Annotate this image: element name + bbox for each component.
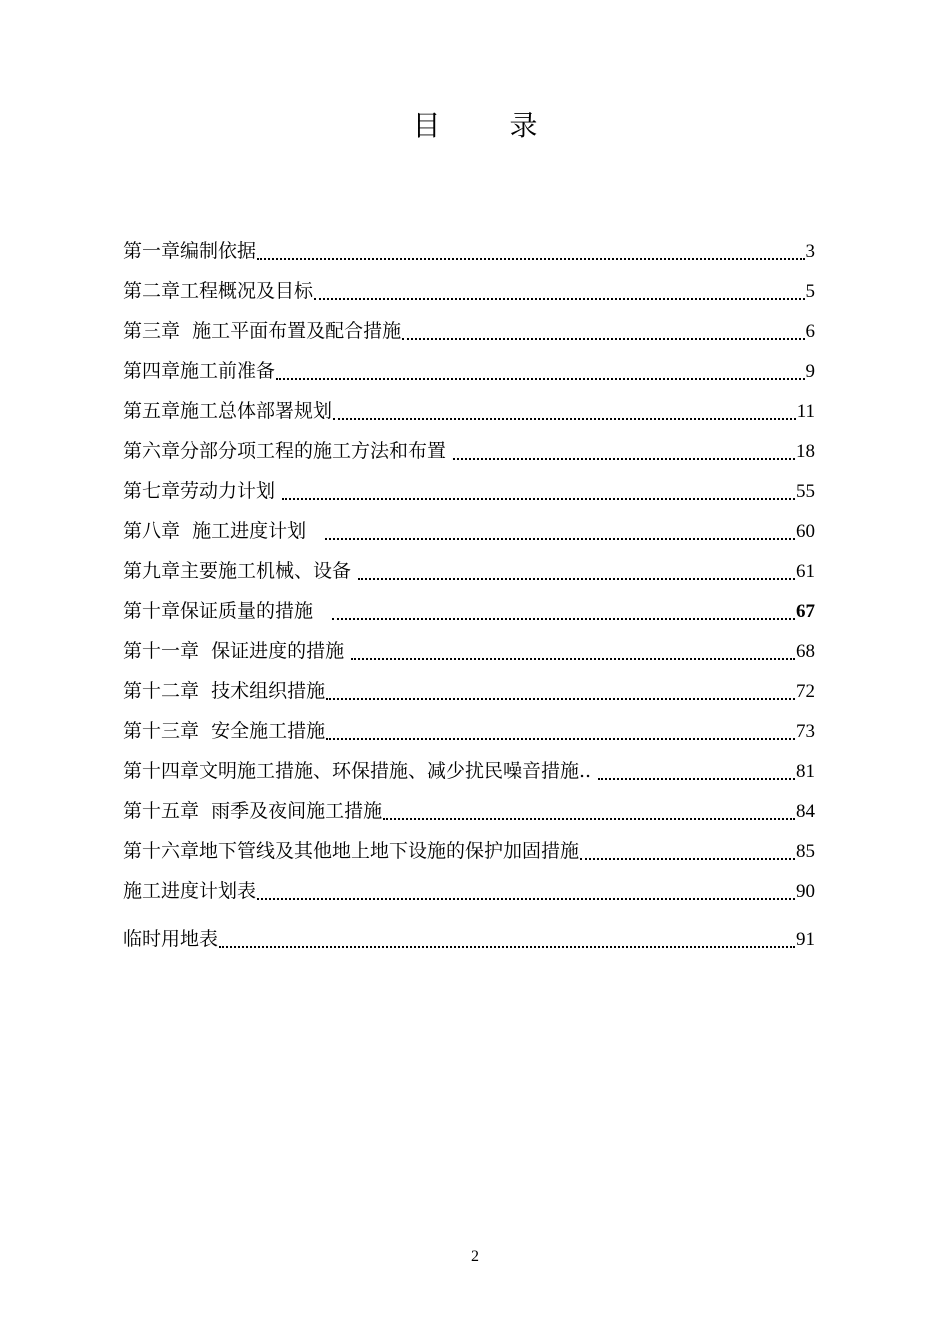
toc-entry-8[interactable] <box>123 516 815 556</box>
page-title: 目 录 <box>412 109 568 142</box>
toc-dot-leader <box>219 945 795 948</box>
toc-entry-page: 68 <box>796 641 815 662</box>
toc-dot-leader <box>257 897 795 900</box>
toc-entry-label: 第二章工程概况及目标 <box>123 280 314 302</box>
toc-dot-leader <box>276 377 804 380</box>
toc-dot-leader <box>326 737 795 740</box>
toc-entry-label: 第四章施工前准备 <box>123 360 276 382</box>
toc-entry-7[interactable] <box>123 476 815 516</box>
toc-entry-13[interactable] <box>123 716 815 756</box>
toc-dot-leader <box>598 777 795 780</box>
toc-entry-page: 11 <box>796 401 815 422</box>
toc-dot-leader <box>282 497 795 500</box>
toc-entry-label: 施工进度计划表 <box>123 880 257 902</box>
toc-entry-11[interactable] <box>123 636 815 676</box>
toc-entry-label: 第九章主要施工机械、设备 <box>123 560 358 582</box>
toc-entry-page: 61 <box>796 561 815 582</box>
toc-entry-label: 第十四章文明施工措施、环保措施、减少扰民噪音措施.. <box>123 760 598 782</box>
toc-entry-page: 90 <box>796 881 815 902</box>
toc-entry-label: 临时用地表 <box>123 928 219 950</box>
toc-dot-leader <box>351 657 795 660</box>
table-of-contents <box>123 236 815 964</box>
toc-entry-page: 72 <box>796 681 815 702</box>
toc-dot-leader <box>257 257 804 260</box>
toc-dot-leader <box>358 577 795 580</box>
toc-entry-label: 第六章分部分项工程的施工方法和布置 <box>123 440 453 462</box>
toc-entry-page: 6 <box>805 321 815 342</box>
toc-entry-16[interactable] <box>123 836 815 876</box>
toc-entry-page: 55 <box>796 481 815 502</box>
toc-entry-3[interactable] <box>123 316 815 356</box>
toc-entry-6[interactable] <box>123 436 815 476</box>
toc-entry-label: 第八章 施工进度计划 <box>123 520 325 542</box>
toc-entry-9[interactable] <box>123 556 815 596</box>
toc-entry-4[interactable] <box>123 356 815 396</box>
toc-dot-leader <box>326 697 795 700</box>
toc-dot-leader <box>383 817 795 820</box>
toc-dot-leader <box>333 417 796 420</box>
toc-dot-leader <box>314 297 804 300</box>
toc-entry-page: 91 <box>796 929 815 950</box>
toc-entry-label: 第十章保证质量的措施 <box>123 600 332 622</box>
toc-dot-leader <box>325 537 795 540</box>
toc-entry-page: 9 <box>805 361 815 382</box>
toc-entry-label: 第五章施工总体部署规划 <box>123 400 333 422</box>
toc-entry-label: 第十一章 保证进度的措施 <box>123 640 351 662</box>
toc-entry-label: 第三章 施工平面布置及配合措施 <box>123 320 402 342</box>
toc-entry-page: 3 <box>805 241 815 262</box>
toc-dot-leader <box>332 617 795 620</box>
toc-dot-leader <box>453 457 795 460</box>
toc-entry-18[interactable] <box>123 924 815 964</box>
toc-entry-label: 第十二章 技术组织措施 <box>123 680 326 702</box>
toc-entry-page: 73 <box>796 721 815 742</box>
toc-dot-leader <box>580 857 795 860</box>
toc-entry-label: 第十六章地下管线及其他地上地下设施的保护加固措施 <box>123 840 580 862</box>
toc-entry-page: 85 <box>796 841 815 862</box>
toc-entry-page: 5 <box>805 281 815 302</box>
toc-entry-label: 第十五章 雨季及夜间施工措施 <box>123 800 383 822</box>
page-number: 2 <box>471 1248 479 1265</box>
toc-entry-label: 第七章劳动力计划 <box>123 480 282 502</box>
toc-dot-leader <box>402 337 804 340</box>
toc-entry-page: 81 <box>796 761 815 782</box>
toc-entry-page: 84 <box>796 801 815 822</box>
toc-entry-12[interactable] <box>123 676 815 716</box>
toc-entry-14[interactable] <box>123 756 815 796</box>
toc-entry-label: 第一章编制依据 <box>123 240 257 262</box>
toc-entry-2[interactable] <box>123 276 815 316</box>
toc-entry-17[interactable] <box>123 876 815 916</box>
toc-entry-10[interactable] <box>123 596 815 636</box>
toc-entry-label: 第十三章 安全施工措施 <box>123 720 326 742</box>
toc-entry-page: 60 <box>796 521 815 542</box>
toc-entry-5[interactable] <box>123 396 815 436</box>
toc-entry-page: 18 <box>796 441 815 462</box>
toc-entry-15[interactable] <box>123 796 815 836</box>
toc-entry-page: 67 <box>796 601 815 622</box>
toc-entry-1[interactable] <box>123 236 815 276</box>
